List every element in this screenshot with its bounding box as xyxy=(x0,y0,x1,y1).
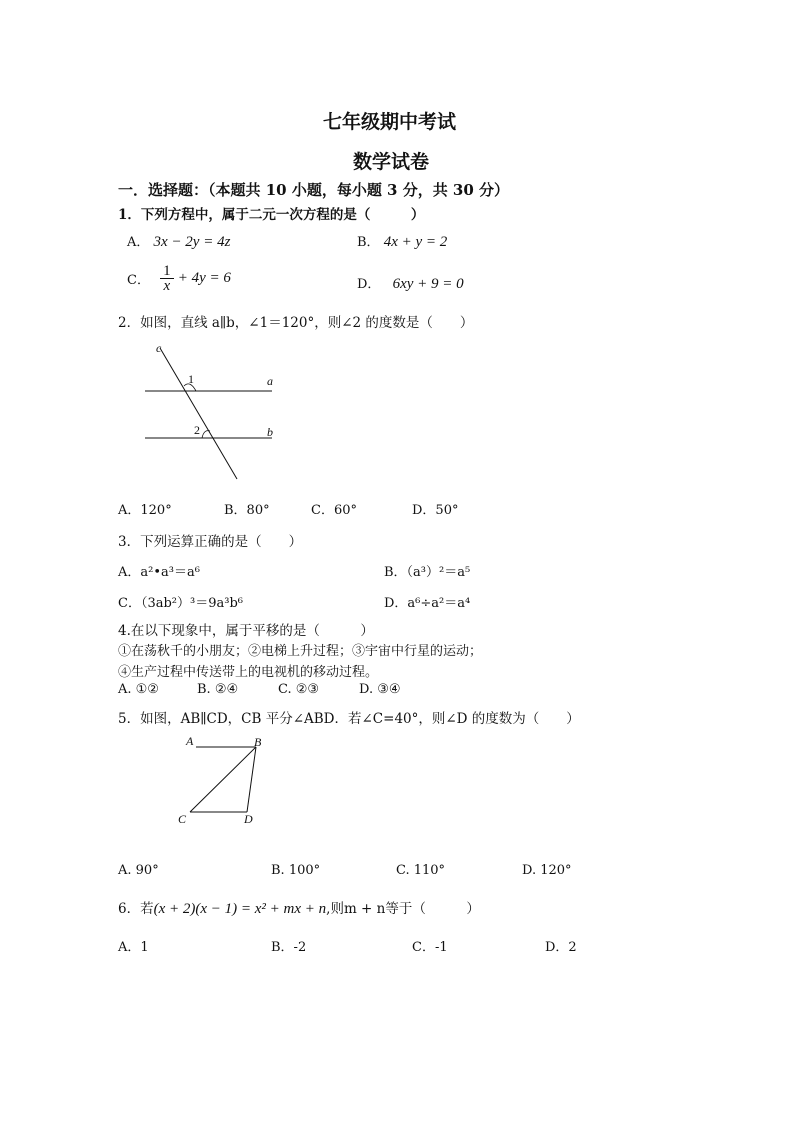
q3-option-d: D．a⁶÷a²＝a⁴ xyxy=(384,596,471,611)
q5-option-a: A. 90° xyxy=(118,863,159,878)
q1-option-a-expr: 3x − 2y = 4z xyxy=(153,234,231,250)
q2-parallel-lines-figure xyxy=(140,340,280,485)
question-4-line-2: ①在荡秋千的小朋友；②电梯上升过程；③宇宙中行星的运动； xyxy=(118,644,483,659)
q5-option-d: D. 120° xyxy=(522,863,572,878)
label-D: D xyxy=(244,812,253,826)
q1-option-d-label: D． xyxy=(357,277,381,292)
q6-expression: (x + 2)(x − 1) = x² + mx + n xyxy=(153,901,327,917)
q1-option-b-label: B． xyxy=(357,235,380,250)
label-angle-2: 2 xyxy=(194,423,200,437)
q1-option-c xyxy=(127,264,231,293)
q2-option-c: C．60° xyxy=(311,503,357,518)
q1-option-c-label: C． xyxy=(127,273,150,288)
q1-option-b-expr: 4x + y = 2 xyxy=(383,234,448,250)
q1-option-c-denominator: x xyxy=(163,278,171,294)
q4-option-c: C. ②③ xyxy=(278,682,320,697)
q5-option-b: B. 100° xyxy=(271,863,321,878)
segment-bd xyxy=(247,747,256,812)
label-C: C xyxy=(178,812,187,826)
label-angle-1: 1 xyxy=(188,372,194,386)
question-5-stem: 5．如图，AB∥CD，CB 平分∠ABD．若∠C=40°，则∠D 的度数为（ ） xyxy=(118,711,580,727)
q4-option-d: D. ③④ xyxy=(359,682,401,697)
exam-subtitle: 数学试卷 xyxy=(353,151,430,173)
q1-option-c-fraction xyxy=(160,264,174,293)
q6-option-b: B．-2 xyxy=(271,940,307,955)
q3-option-b: B．（a³）²＝a⁵ xyxy=(384,565,471,580)
q1-option-b xyxy=(357,231,447,251)
q1-option-d xyxy=(357,273,464,293)
q2-option-a: A．120° xyxy=(118,503,172,518)
label-A: A xyxy=(186,734,194,748)
q2-option-d: D．50° xyxy=(412,503,459,518)
q1-option-d-expr: 6xy + 9 = 0 xyxy=(392,276,464,292)
section-heading: 一．选择题：（本题共 10 小题，每小题 3 分，共 30 分） xyxy=(118,181,510,199)
q5-trapezoid-figure xyxy=(176,733,286,828)
q3-option-c: C．（3ab²）³＝9a³b⁶ xyxy=(118,596,243,611)
label-b: b xyxy=(267,425,273,439)
question-4-stem: 4.在以下现象中，属于平移的是（ ） xyxy=(118,623,374,639)
q1-option-a xyxy=(127,231,230,251)
question-4-line-3: ④生产过程中传送带上的电视机的移动过程。 xyxy=(118,665,379,680)
q6-prefix: 6．若 xyxy=(118,901,154,917)
q4-option-a: A. ①② xyxy=(118,682,159,697)
question-6-stem xyxy=(118,897,480,918)
label-a: a xyxy=(267,374,273,388)
q3-option-a: A．a²•a³＝a⁶ xyxy=(118,565,200,580)
label-c: c xyxy=(156,341,162,355)
q5-option-c: C. 110° xyxy=(396,863,446,878)
question-3-stem: 3．下列运算正确的是（ ） xyxy=(118,534,303,550)
segment-cb xyxy=(190,747,256,812)
q6-option-c: C．-1 xyxy=(412,940,448,955)
q2-option-b: B．80° xyxy=(224,503,270,518)
line-c xyxy=(160,348,237,479)
q4-option-b: B. ②④ xyxy=(197,682,239,697)
q6-suffix: ,则m + n等于（ ） xyxy=(326,901,480,917)
q6-option-d: D．2 xyxy=(545,940,577,955)
exam-title: 七年级期中考试 xyxy=(323,111,457,133)
q6-option-a: A．1 xyxy=(118,940,149,955)
q1-option-a-label: A． xyxy=(127,235,150,250)
label-B: B xyxy=(254,735,262,749)
question-2-stem: 2．如图，直线 a∥b，∠1＝120°，则∠2 的度数是（ ） xyxy=(118,315,474,331)
q1-option-c-numerator: 1 xyxy=(160,264,174,279)
question-1-stem: 1．下列方程中，属于二元一次方程的是（ ） xyxy=(118,207,425,223)
q1-option-c-expr: + 4y = 6 xyxy=(177,270,231,286)
